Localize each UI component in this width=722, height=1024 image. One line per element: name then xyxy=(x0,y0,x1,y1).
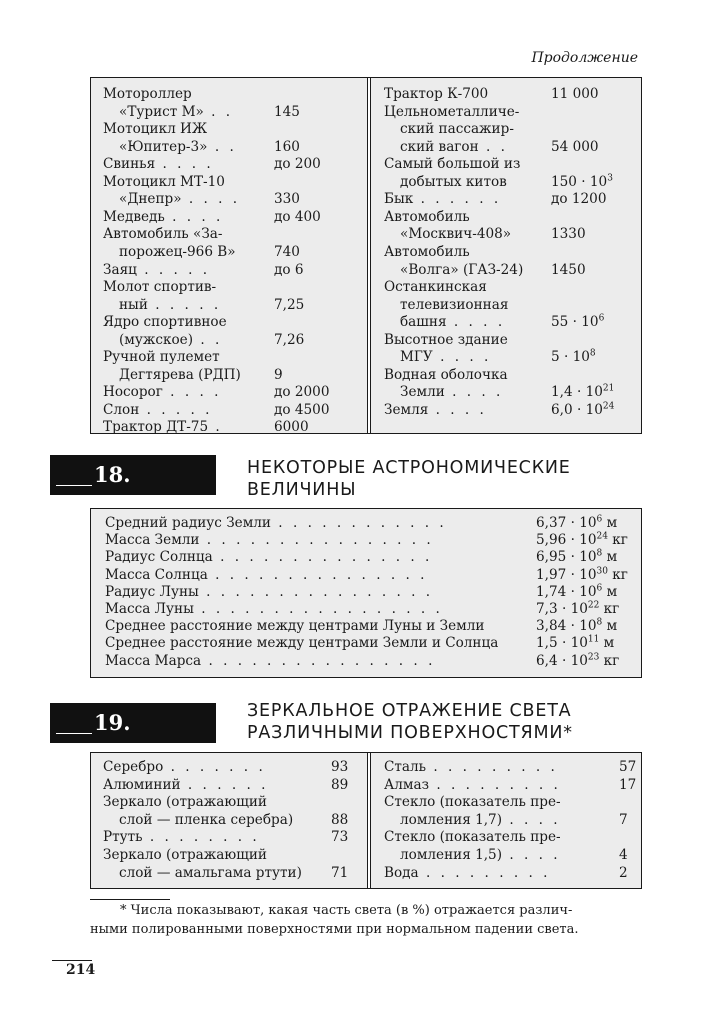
leader-dots: . . . . . . xyxy=(180,776,269,793)
astro-item-value: $6,95 \cdot 10^8$ м xyxy=(536,548,618,566)
leader-dots: . . xyxy=(203,103,234,120)
mass-right-item-value: 11 000 xyxy=(551,86,599,102)
refl-left-item-label: слой — амальгама ртути) xyxy=(119,864,302,881)
refl-right-item-label: ломления 1,5) . . . . xyxy=(400,847,561,863)
mass-left-item-value: 9 xyxy=(274,366,283,383)
mass-left-item-label: «Днепр» . . . . xyxy=(119,191,241,208)
astro-item-value: $6,37 \cdot 10^6$ м xyxy=(536,514,618,531)
mass-left-item-label: Ядро спортивное xyxy=(103,314,227,331)
mass-left-item-label: Мотоцикл МТ-10 xyxy=(103,173,225,190)
leader-dots: . . . . . . . xyxy=(163,759,266,775)
astro-item-label: Среднее расстояние между центрами Земли и Солнца xyxy=(105,635,499,652)
mass-left-item-label: Мотоцикл ИЖ xyxy=(103,121,208,138)
mass-left-item-value: 145 xyxy=(274,103,300,120)
astro-item-value: $1,74 \cdot 10^6$ м xyxy=(536,583,618,600)
mass-left-item-label: Трактор ДТ-75 . xyxy=(103,419,223,436)
leader-dots: . . . . . xyxy=(136,261,211,278)
astro-item-value: $1,97 \cdot 10^{30}$ кг xyxy=(536,566,628,583)
exponent: 23 xyxy=(587,652,600,663)
number-rule xyxy=(56,485,92,486)
mass-right-item-label: «Москвич-408» xyxy=(400,226,512,243)
mass-left-item-label: порожец-966 В» xyxy=(119,243,236,260)
exponent: 21 xyxy=(602,383,615,394)
section-19-number: 19. xyxy=(94,710,131,735)
leader-dots: . . . . . . . . . xyxy=(426,759,558,775)
refl-right-item-label: Алмаз . . . . . . . . . xyxy=(384,776,561,793)
exponent: 6 xyxy=(596,583,603,594)
astro-item-value: $3,84 \cdot 10^8$ м xyxy=(536,617,618,635)
mass-right-item-value: $55 \cdot 10^6$ xyxy=(551,313,605,331)
leader-dots: . . . . xyxy=(444,384,504,401)
mass-left-item-label: Свинья . . . . xyxy=(103,156,214,173)
number-rule xyxy=(56,733,92,734)
exponent: 11 xyxy=(587,634,600,645)
leader-dots: . . . . . . . . . . . . . . . . xyxy=(199,532,434,549)
mass-left-item-label: Слон . . . . . xyxy=(103,401,213,418)
refl-right-item-value: 17 xyxy=(619,776,637,793)
mass-left-item-label: Автомобиль «За- xyxy=(103,226,223,243)
astronomy-table xyxy=(90,508,642,678)
leader-dots: . . . . xyxy=(502,811,561,828)
refl-left-item-value: 93 xyxy=(331,759,349,775)
astro-item-label: Радиус Солнца . . . . . . . . . . . . . . . xyxy=(105,549,433,566)
mass-left-item-label: Носорог . . . . xyxy=(103,384,222,401)
refl-right-item-label: Вода . . . . . . . . . xyxy=(384,864,551,881)
section-18-title-line2: ВЕЛИЧИНЫ xyxy=(247,480,357,500)
leader-dots: . . . . . . xyxy=(413,191,502,208)
refl-right-item-label: ломления 1,7) . . . . xyxy=(400,811,561,828)
mass-right-item-label: «Волга» (ГАЗ-24) xyxy=(400,261,524,278)
exponent: 24 xyxy=(602,401,615,412)
mass-left-item-value: до 6 xyxy=(274,261,304,278)
astro-item-label: Средний радиус Земли . . . . . . . . . . . . xyxy=(105,515,447,531)
footnote xyxy=(90,901,650,939)
mass-right-item-label: Автомобиль xyxy=(384,208,470,225)
astro-item-label: Среднее расстояние между центрами Луны и Земли xyxy=(105,618,485,635)
leader-dots: . . . . . xyxy=(147,296,222,313)
refl-left-item-label: Алюминий . . . . . . xyxy=(103,776,269,793)
astro-item-value: $1,5 \cdot 10^{11}$ м xyxy=(536,634,615,652)
mass-right-item-value: $1,4 \cdot 10^{21}$ xyxy=(551,383,615,401)
refl-left-item-value: 89 xyxy=(331,776,349,793)
mass-left-item-value: 740 xyxy=(274,243,300,260)
mass-left-item-label: Дегтярева (РДП) xyxy=(119,366,241,383)
mass-right-item-label: ский вагон . . xyxy=(400,138,508,155)
continuation-label: Продолжение xyxy=(531,50,638,66)
mass-left-item-label: Молот спортив- xyxy=(103,279,217,296)
mass-right-item-label: ский пассажир- xyxy=(400,121,514,138)
mass-right-item-label: телевизионная xyxy=(400,296,509,313)
mass-left-item-value: до 200 xyxy=(274,156,321,173)
mass-right-item-label: Автомобиль xyxy=(384,243,470,260)
mass-left-item-label: (мужское) . . xyxy=(119,331,223,348)
exponent: 3 xyxy=(607,173,613,184)
mass-right-item-label: Водная оболочка xyxy=(384,366,508,383)
refl-left-item-value: 88 xyxy=(331,811,349,828)
mass-right-item-value: $6,0 \cdot 10^{24}$ xyxy=(551,401,615,418)
footnote-line1: * Числа показывают, какая часть света (в %) отражается различ- xyxy=(120,903,573,918)
section-18-title-line1: НЕКОТОРЫЕ АСТРОНОМИЧЕСКИЕ xyxy=(247,458,571,478)
mass-left-item-label: «Юпитер-3» . . xyxy=(119,138,237,155)
mass-left-item-label: Заяц . . . . . xyxy=(103,261,211,278)
leader-dots: . . . . . . . . . xyxy=(418,864,551,881)
leader-dots: . . . . xyxy=(502,847,561,863)
mass-left-item-value: 6000 xyxy=(274,419,309,436)
leader-dots: . . . . . . . . . . . . . . . . . xyxy=(193,601,443,617)
section-18-number-bar xyxy=(50,455,216,495)
astro-item-value: $5,96 \cdot 10^{24}$ кг xyxy=(536,531,628,549)
leader-dots: . . . . xyxy=(164,208,224,225)
leader-dots: . . . . . . . . . . . . . . . xyxy=(207,566,428,583)
astro-item-label: Масса Марса . . . . . . . . . . . . . . . . xyxy=(105,652,436,669)
mass-right-item-label: башня . . . . xyxy=(400,314,506,331)
leader-dots: . . xyxy=(207,138,237,155)
mass-right-item-value: 1450 xyxy=(551,261,586,278)
leader-dots: . . . . . . . . xyxy=(142,829,260,846)
refl-left-item-label: Зеркало (отражающий xyxy=(103,847,267,863)
footnote-rule xyxy=(90,899,170,900)
leader-dots: . . . . xyxy=(428,401,487,418)
refl-left-item-label: слой — пленка серебра) xyxy=(119,811,294,828)
leader-dots: . xyxy=(208,419,223,436)
refl-left-item-label: Зеркало (отражающий xyxy=(103,794,267,811)
refl-right-item-value: 2 xyxy=(619,864,628,881)
leader-dots: . . . . . . . . . xyxy=(429,776,561,793)
mass-right-item-label: Останкинская xyxy=(384,279,487,296)
leader-dots: . . . . xyxy=(181,191,241,208)
column-divider xyxy=(367,753,371,888)
section-19-number-bar xyxy=(50,703,216,743)
mass-right-item-value: $150 \cdot 10^3$ xyxy=(551,173,613,190)
refl-left-item-label: Ртуть . . . . . . . . xyxy=(103,829,260,846)
mass-left-item-value: 330 xyxy=(274,191,300,208)
astro-item-value: $6,4 \cdot 10^{23}$ кг xyxy=(536,652,620,669)
astro-item-label: Масса Луны . . . . . . . . . . . . . . . . . xyxy=(105,601,443,617)
mass-left-item-label: Ручной пулемет xyxy=(103,349,220,366)
mass-left-item-label: «Турист М» . . xyxy=(119,103,234,120)
mass-left-item-label: ный . . . . . xyxy=(119,296,222,313)
section-18-number: 18. xyxy=(94,462,131,487)
mass-left-item-value: 160 xyxy=(274,138,300,155)
refl-left-item-value: 71 xyxy=(331,864,349,881)
mass-right-item-label: МГУ . . . . xyxy=(400,349,492,366)
exponent: 6 xyxy=(596,514,603,525)
mass-table xyxy=(90,77,642,434)
mass-left-item-value: 7,25 xyxy=(274,296,305,313)
leader-dots: . . xyxy=(193,331,223,348)
exponent: 8 xyxy=(596,617,603,628)
exponent: 8 xyxy=(596,548,603,559)
mass-right-item-label: Земли . . . . xyxy=(400,384,504,401)
mass-right-item-value: 54 000 xyxy=(551,138,599,155)
refl-left-item-value: 73 xyxy=(331,829,349,846)
mass-left-item-value: 7,26 xyxy=(274,331,305,348)
mass-right-item-label: добытых китов xyxy=(400,173,507,190)
mass-left-item-value: до 4500 xyxy=(274,401,330,418)
refl-right-item-value: 4 xyxy=(619,847,628,863)
mass-right-item-label: Бык . . . . . . xyxy=(384,191,502,208)
exponent: 30 xyxy=(596,566,608,577)
mass-right-item-label: Земля . . . . xyxy=(384,401,487,418)
leader-dots: . . . . xyxy=(432,349,492,366)
mass-left-item-value: до 400 xyxy=(274,208,321,225)
exponent: 6 xyxy=(598,313,605,324)
leader-dots: . . xyxy=(478,138,508,155)
refl-right-item-label: Стекло (показатель пре- xyxy=(384,794,561,811)
astro-item-label: Масса Земли . . . . . . . . . . . . . . . . xyxy=(105,532,434,549)
mass-right-item-label: Самый большой из xyxy=(384,156,521,173)
mass-right-item-label: Высотное здание xyxy=(384,331,508,348)
astro-item-label: Радиус Луны . . . . . . . . . . . . . . . . xyxy=(105,583,434,600)
exponent: 22 xyxy=(587,600,600,611)
mass-right-item-label: Цельнометалличе- xyxy=(384,103,520,120)
column-divider xyxy=(367,78,371,433)
mass-left-item-value: до 2000 xyxy=(274,384,330,401)
reflection-table xyxy=(90,752,642,889)
leader-dots: . . . . xyxy=(446,314,506,331)
mass-right-item-value: $5 \cdot 10^8$ xyxy=(551,348,596,366)
astro-item-label: Масса Солнца . . . . . . . . . . . . . . . xyxy=(105,566,428,583)
leader-dots: . . . . xyxy=(162,384,222,401)
astro-item-value: $7,3 \cdot 10^{22}$ кг xyxy=(536,600,620,617)
mass-left-item-label: Медведь . . . . xyxy=(103,208,224,225)
exponent: 8 xyxy=(589,348,596,359)
leader-dots: . . . . . . . . . . . . . . . xyxy=(212,549,433,566)
section-19-title-line2: РАЗЛИЧНЫМИ ПОВЕРХНОСТЯМИ* xyxy=(247,723,573,743)
footnote-line2: ными полированными поверхностями при нормальном падении света. xyxy=(90,922,579,937)
mass-right-item-label: Трактор К-700 xyxy=(384,86,489,102)
section-19-title-line1: ЗЕРКАЛЬНОЕ ОТРАЖЕНИЕ СВЕТА xyxy=(247,701,572,721)
mass-left-item-label: Мотороллер xyxy=(103,86,192,102)
exponent: 24 xyxy=(596,531,608,542)
mass-right-item-value: 1330 xyxy=(551,226,586,243)
leader-dots: . . . . xyxy=(155,156,214,173)
section-19-title xyxy=(247,700,573,744)
refl-right-item-value: 7 xyxy=(619,811,628,828)
refl-left-item-label: Серебро . . . . . . . xyxy=(103,759,266,775)
leader-dots: . . . . . xyxy=(139,401,213,418)
mass-right-item-value: до 1200 xyxy=(551,191,607,208)
refl-right-item-label: Стекло (показатель пре- xyxy=(384,829,561,846)
section-18-title xyxy=(247,457,571,501)
leader-dots: . . . . . . . . . . . . . . . . xyxy=(201,652,436,669)
refl-right-item-value: 57 xyxy=(619,759,637,775)
leader-dots: . . . . . . . . . . . . xyxy=(270,515,447,531)
refl-right-item-label: Сталь . . . . . . . . . xyxy=(384,759,558,775)
page-number: 214 xyxy=(66,962,96,978)
leader-dots: . . . . . . . . . . . . . . . . xyxy=(198,583,434,600)
page-number-rule xyxy=(52,960,92,961)
